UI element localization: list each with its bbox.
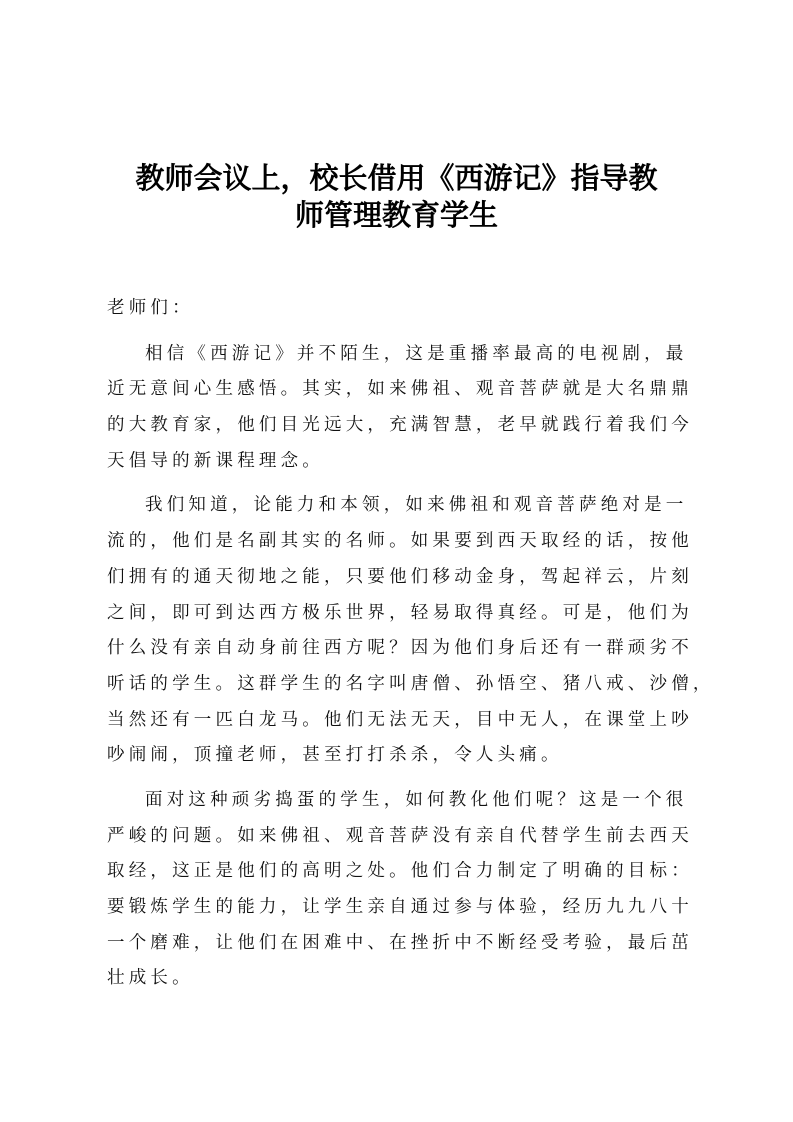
title-line: 教师会议上，校长借用《西游记》指导教 <box>135 161 658 195</box>
paragraph-line: 的大教育家，他们目光远大，充满智慧，老早就践行着我们今 <box>107 415 693 436</box>
paragraph-line: 面对这种顽劣捣蛋的学生，如何教化他们呢？这是一个很 <box>145 789 688 810</box>
salutation: 老师们： <box>107 298 194 318</box>
paragraph-line: 天倡导的新课程理念。 <box>107 450 324 471</box>
paragraph-line: 之间，即可到达西方极乐世界，轻易取得真经。可是，他们为 <box>107 602 693 623</box>
paragraph-1 <box>107 337 693 480</box>
paragraph-2 <box>107 488 715 774</box>
paragraph-line: 一个磨难，让他们在困难中、在挫折中不断经受考验，最后茁 <box>107 932 693 953</box>
paragraph-line: 取经，这正是他们的高明之处。他们合力制定了明确的目标： <box>107 861 693 882</box>
paragraph-line: 近无意间心生感悟。其实，如来佛祖、观音菩萨就是大名鼎鼎 <box>107 379 693 400</box>
paragraph-line: 要锻炼学生的能力，让学生亲自通过参与体验，经历九九八十 <box>107 897 693 917</box>
document-body <box>107 291 715 1006</box>
paragraph-line: 壮成长。 <box>107 968 194 989</box>
paragraph-line: 听话的学生。这群学生的名字叫唐僧、孙悟空、猪八戒、沙僧， <box>107 673 715 694</box>
paragraph-line: 相信《西游记》并不陌生，这是重播率最高的电视剧，最 <box>145 343 688 364</box>
paragraph-line: 们拥有的通天彻地之能，只要他们移动金身，驾起祥云，片刻 <box>107 566 693 587</box>
title-line: 师管理教育学生 <box>294 198 498 232</box>
paragraph-line: 我们知道，论能力和本领，如来佛祖和观音菩萨绝对是一 <box>145 495 688 516</box>
paragraph-3 <box>107 783 693 997</box>
paragraph-line: 什么没有亲自动身前往西方呢？因为他们身后还有一群顽劣不 <box>107 638 693 659</box>
paragraph-line: 流的，他们是名副其实的名师。如果要到西天取经的话，按他 <box>107 531 693 552</box>
paragraph-line: 严峻的问题。如来佛祖、观音菩萨没有亲自代替学生前去西天 <box>107 825 693 846</box>
paragraph-line: 吵闹闹，顶撞老师，甚至打打杀杀，令人头痛。 <box>107 745 563 766</box>
paragraph-line: 当然还有一匹白龙马。他们无法无天，目中无人，在课堂上吵 <box>107 709 693 730</box>
document-title <box>90 160 703 234</box>
